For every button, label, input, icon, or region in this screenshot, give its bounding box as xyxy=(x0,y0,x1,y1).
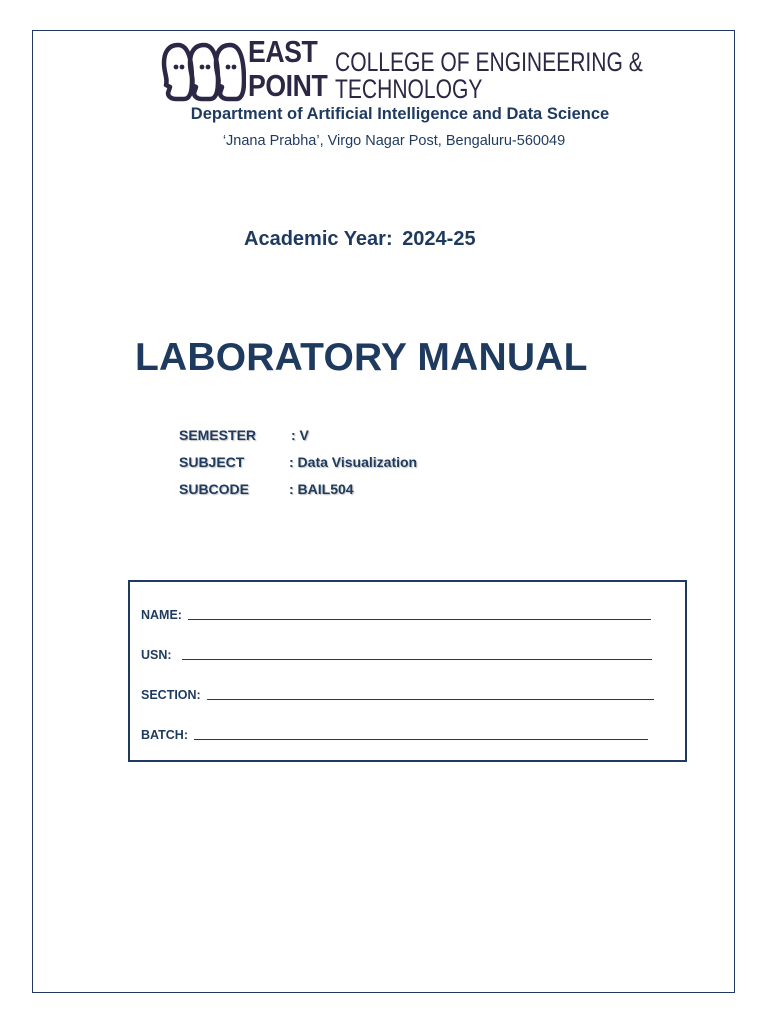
detail-value: : BAIL504 xyxy=(289,481,354,497)
detail-value: : V xyxy=(291,427,309,443)
page-title: LABORATORY MANUAL xyxy=(135,336,588,379)
name-field[interactable] xyxy=(141,602,651,622)
detail-label: SUBJECT xyxy=(179,454,245,470)
field-blank-line xyxy=(194,738,648,740)
three-faces-logo-icon xyxy=(160,41,246,103)
logo-technology-text: TECHNOLOGY xyxy=(335,74,483,104)
academic-year xyxy=(244,228,476,251)
detail-value: : Data Visualization xyxy=(289,454,418,470)
academic-year-value: 2024-25 xyxy=(402,228,476,250)
college-address: ‘Jnana Prabha’, Virgo Nagar Post, Bengaluru-560049 xyxy=(222,133,566,149)
field-label: USN: xyxy=(141,648,172,662)
batch-field[interactable] xyxy=(141,722,648,742)
logo-college-text: COLLEGE OF ENGINEERING & xyxy=(335,47,643,77)
field-label: BATCH: xyxy=(141,728,188,742)
detail-label: SUBCODE xyxy=(179,481,250,497)
student-info-box xyxy=(128,580,687,762)
section-field[interactable] xyxy=(141,682,654,702)
field-label: NAME: xyxy=(141,608,182,622)
department-name: Department of Artificial Intelligence and Data Science xyxy=(190,105,610,123)
field-label: SECTION: xyxy=(141,688,201,702)
detail-label: SEMESTER xyxy=(179,427,257,443)
page-border xyxy=(32,30,735,993)
logo-east-text: EAST xyxy=(248,34,318,69)
usn-field[interactable] xyxy=(141,642,652,662)
academic-year-label: Academic Year: xyxy=(244,228,393,250)
logo-point-text: POINT xyxy=(248,68,328,103)
field-blank-line xyxy=(188,618,651,620)
field-blank-line xyxy=(207,698,654,700)
field-blank-line xyxy=(182,658,652,660)
